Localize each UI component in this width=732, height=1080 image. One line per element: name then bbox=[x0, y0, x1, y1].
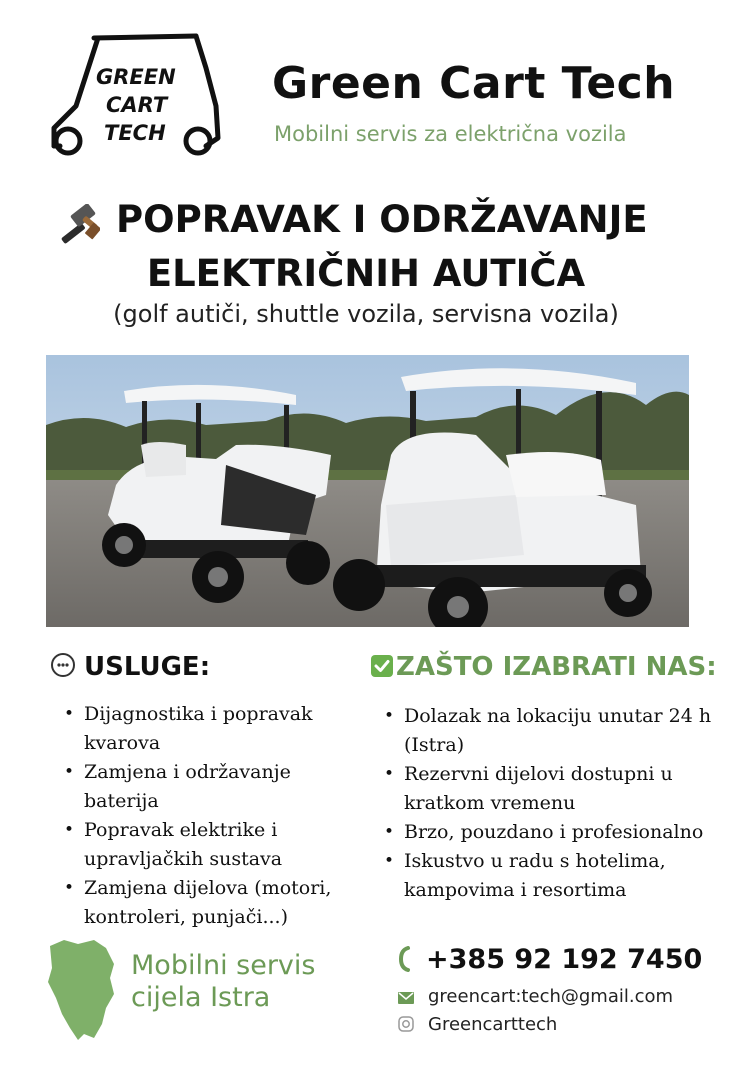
check-icon bbox=[370, 654, 394, 678]
istra-map-icon bbox=[44, 938, 118, 1042]
headline-line-3: (golf autiči, shuttle vozila, servisna vozila) bbox=[113, 300, 619, 328]
face-icon bbox=[50, 652, 76, 678]
services-heading bbox=[50, 652, 210, 682]
list-item: • Brzo, pouzdano i profesionalno bbox=[384, 818, 724, 847]
mobile-service-line-1: Mobilni servis bbox=[131, 950, 316, 981]
email-row[interactable] bbox=[398, 986, 673, 1007]
hammer-icon bbox=[56, 204, 100, 244]
list-item: • Zamjena dijelova (motori, kontroleri, punjači...) bbox=[64, 874, 364, 932]
list-item: • Dijagnostika i popravak kvarova bbox=[64, 700, 364, 758]
mobile-service-line-2: cijela Istra bbox=[131, 982, 271, 1013]
why-us-list bbox=[384, 702, 724, 905]
mail-icon bbox=[398, 992, 414, 1004]
mobile-service-text bbox=[131, 950, 315, 1014]
phone-row[interactable] bbox=[398, 944, 702, 975]
list-item: • Iskustvo u radu s hotelima, kampovima i resortima bbox=[384, 847, 724, 905]
instagram-handle: Greencarttech bbox=[428, 1014, 558, 1035]
list-item: • Zamjena i održavanje baterija bbox=[64, 758, 364, 816]
list-item: • Popravak elektrike i upravljačkih sustava bbox=[64, 816, 364, 874]
email-address: greencart:tech@gmail.com bbox=[428, 986, 674, 1007]
services-list bbox=[64, 700, 364, 932]
golf-carts-photo bbox=[46, 355, 689, 627]
logo-line-3: TECH bbox=[104, 121, 166, 145]
list-item: • Dolazak na lokaciju unutar 24 h (Istra) bbox=[384, 702, 724, 760]
instagram-icon bbox=[398, 1016, 414, 1032]
logo-line-2: CART bbox=[106, 93, 168, 117]
why-us-title: ZAŠTO IZABRATI NAS: bbox=[396, 652, 717, 682]
headline-line-1: POPRAVAK I ODRŽAVANJE bbox=[116, 198, 648, 241]
brand-subtitle: Mobilni servis za električna vozila bbox=[274, 122, 627, 146]
logo-line-1: GREEN bbox=[96, 65, 176, 89]
phone-icon bbox=[398, 946, 414, 972]
why-us-heading bbox=[370, 652, 717, 682]
instagram-row[interactable] bbox=[398, 1014, 557, 1035]
headline-line-2: ELEKTRIČNIH AUTIČA bbox=[146, 252, 586, 295]
brand-title: Green Cart Tech bbox=[272, 58, 676, 109]
phone-number: +385 92 192 7450 bbox=[426, 944, 703, 975]
company-logo bbox=[46, 28, 224, 162]
list-item: • Rezervni dijelovi dostupni u kratkom vremenu bbox=[384, 760, 724, 818]
services-title: USLUGE: bbox=[84, 652, 211, 682]
